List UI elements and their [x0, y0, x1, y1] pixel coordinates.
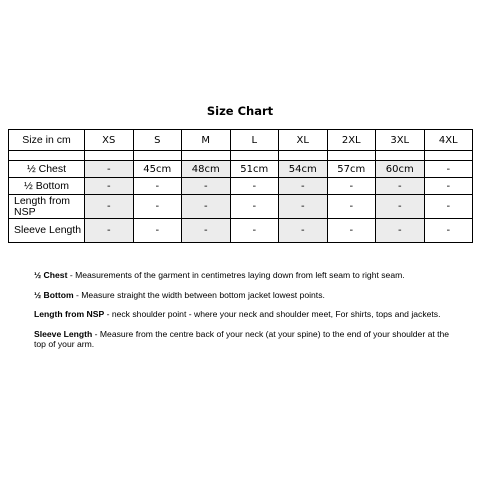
row-label: Sleeve Length — [9, 219, 85, 243]
table-cell: - — [327, 219, 376, 243]
corner-label: Size in cm — [9, 130, 85, 151]
table-cell: - — [376, 178, 425, 195]
size-chart-table — [8, 129, 473, 243]
table-cell: - — [133, 219, 182, 243]
row-label: Length from NSP — [9, 195, 85, 219]
table-cell: - — [182, 178, 231, 195]
table-cell: 57cm — [327, 161, 376, 178]
table-cell: - — [182, 195, 231, 219]
table-row — [9, 219, 473, 243]
note-text: - Measure straight the width between bottom jacket lowest points. — [73, 289, 325, 300]
table-cell: - — [85, 219, 134, 243]
table-cell: - — [376, 219, 425, 243]
table-cell: 54cm — [279, 161, 328, 178]
table-cell: - — [85, 178, 134, 195]
note-term: ½ Chest — [34, 270, 68, 280]
page-title: Size Chart — [206, 104, 274, 118]
table-cell: - — [424, 161, 473, 178]
table-cell: - — [230, 195, 279, 219]
table-cell: - — [230, 178, 279, 195]
note-bottom — [34, 290, 454, 301]
table-cell: - — [279, 219, 328, 243]
spacer-cell — [327, 151, 376, 161]
note-length — [34, 309, 454, 320]
table-row — [9, 178, 473, 195]
spacer-cell — [182, 151, 231, 161]
note-text: - Measure from the centre back of your neck (at your spine) to the end of your shoulder at the top of your arm. — [34, 328, 450, 349]
size-header: 4XL — [424, 130, 473, 151]
size-header: XS — [85, 130, 134, 151]
table-cell: - — [424, 178, 473, 195]
size-header: M — [182, 130, 231, 151]
table-cell: 60cm — [376, 161, 425, 178]
table-cell: 48cm — [182, 161, 231, 178]
spacer-cell — [376, 151, 425, 161]
table-cell: - — [327, 195, 376, 219]
note-text: - Measurements of the garment in centimetres laying down from left seam to right seam. — [67, 270, 405, 280]
spacer-cell — [230, 151, 279, 161]
notes-section — [34, 270, 454, 359]
table-cell: 51cm — [230, 161, 279, 178]
note-term: ½ Bottom — [34, 289, 74, 300]
table-cell: - — [279, 178, 328, 195]
size-header: S — [133, 130, 182, 151]
size-header: 3XL — [376, 130, 425, 151]
spacer-row — [9, 151, 473, 161]
note-term: Sleeve Length — [34, 328, 93, 339]
note-text: - neck shoulder point - where your neck and shoulder meet, For shirts, tops and jackets. — [104, 309, 441, 319]
table-cell: - — [85, 161, 134, 178]
row-label: ½ Bottom — [9, 178, 85, 195]
table-cell: - — [133, 195, 182, 219]
spacer-cell — [85, 151, 134, 161]
table-cell: 45cm — [133, 161, 182, 178]
size-header: 2XL — [327, 130, 376, 151]
note-sleeve — [34, 329, 454, 350]
table-cell: - — [133, 178, 182, 195]
spacer-cell — [279, 151, 328, 161]
note-term: Length from NSP — [34, 309, 105, 319]
row-label: ½ Chest — [9, 161, 85, 178]
table-cell: - — [279, 195, 328, 219]
table-header-row — [9, 130, 473, 151]
table-cell: - — [327, 178, 376, 195]
spacer-cell — [9, 151, 85, 161]
note-chest — [34, 270, 454, 281]
table-cell: - — [230, 219, 279, 243]
size-header: XL — [279, 130, 328, 151]
table-cell: - — [182, 219, 231, 243]
table-cell: - — [376, 195, 425, 219]
table-row — [9, 195, 473, 219]
table-cell: - — [85, 195, 134, 219]
table-row — [9, 161, 473, 178]
size-header: L — [230, 130, 279, 151]
table-cell: - — [424, 219, 473, 243]
spacer-cell — [133, 151, 182, 161]
table-cell: - — [424, 195, 473, 219]
spacer-cell — [424, 151, 473, 161]
